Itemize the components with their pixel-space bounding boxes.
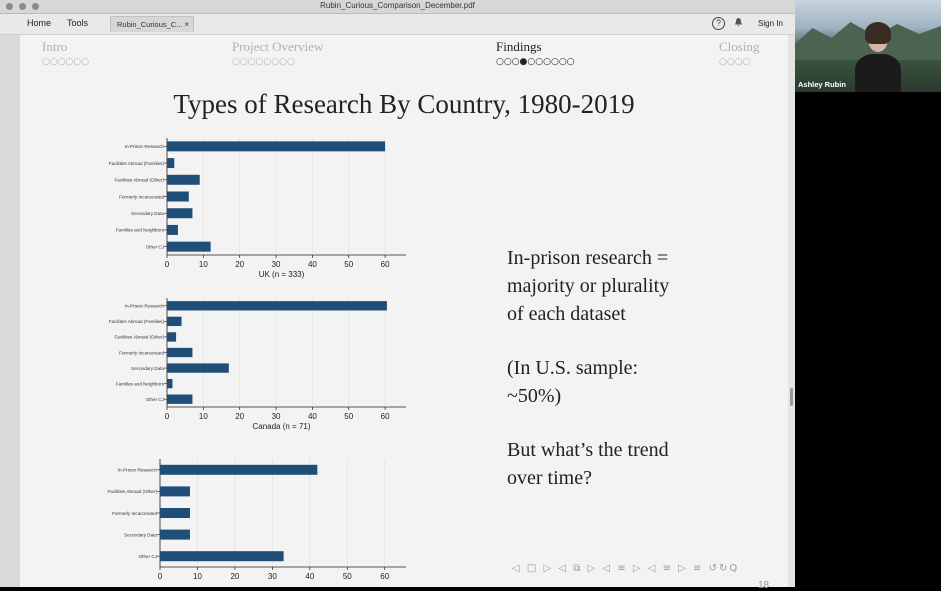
slide-title: Types of Research By Country, 1980-2019	[173, 89, 635, 119]
category-label: Formerly Incarcerated	[112, 510, 157, 516]
x-tick-label: 0	[157, 572, 163, 581]
x-tick-label: 20	[230, 572, 240, 581]
x-tick-label: 60	[380, 260, 390, 269]
black-sidebar	[795, 92, 941, 587]
x-tick-label: 20	[235, 260, 245, 269]
category-label: In-Prison Research	[124, 303, 164, 309]
participant-hair	[865, 22, 891, 44]
left-panel	[0, 35, 20, 587]
bar	[167, 395, 192, 404]
category-label: In-Prison Research	[117, 467, 157, 473]
bar	[167, 363, 229, 372]
page-number: 18	[758, 580, 770, 591]
x-tick-label: 10	[198, 412, 208, 421]
bell-icon[interactable]	[733, 17, 744, 28]
category-label: Formerly Incarcerated	[119, 350, 164, 356]
category-label: Facilities Abroad (Other)	[114, 177, 164, 183]
x-tick-label: 60	[380, 572, 390, 581]
bar	[160, 530, 190, 540]
point-two	[507, 354, 638, 410]
bar	[167, 225, 178, 235]
x-tick-label: 20	[235, 412, 245, 421]
point-three-line-2: over time?	[507, 467, 592, 489]
category-label: Formerly Incarcerated	[119, 194, 164, 200]
help-icon[interactable]: ?	[712, 17, 725, 30]
category-label: Facilities Abroad (Other)	[107, 489, 157, 495]
nav-section-dots-2[interactable]: ○○○●○○○○○○	[496, 57, 575, 67]
x-tick-label: 40	[305, 572, 315, 581]
x-tick-label: 0	[164, 412, 170, 421]
sign-in-link[interactable]: Sign In	[758, 19, 783, 28]
x-tick-label: 60	[380, 412, 390, 421]
video-tile	[795, 0, 941, 92]
title-bar	[0, 0, 795, 14]
x-tick-label: 40	[307, 412, 317, 421]
category-label: Secondary Data	[131, 211, 164, 217]
bar	[160, 465, 317, 475]
document-tab[interactable]	[110, 16, 194, 32]
x-tick-label: 50	[344, 260, 354, 269]
category-label: Families and Neighbors	[115, 227, 164, 233]
bar	[167, 379, 172, 388]
point-three-line-1: But what’s the trend	[507, 439, 669, 461]
bar-charts	[20, 35, 440, 581]
category-label: In-Prison Research	[124, 144, 164, 150]
x-tick-label: 30	[271, 260, 281, 269]
tools-link[interactable]: Tools	[67, 18, 89, 28]
x-tick-label: 10	[198, 260, 208, 269]
x-tick-label: 30	[271, 412, 281, 421]
bar	[167, 332, 176, 341]
participant-name: Ashley Rubin	[798, 80, 846, 89]
point-two-line-2: ~50%)	[507, 385, 562, 407]
x-tick-label: 0	[164, 260, 170, 269]
point-three	[507, 436, 669, 492]
point-two-line-1: (In U.S. sample:	[507, 357, 639, 379]
document-tab-label: Rubin_Curious_C...	[117, 20, 183, 29]
nav-section-dots-0[interactable]: ○○○○○○	[42, 57, 90, 67]
nav-section-2[interactable]: Findings	[496, 39, 542, 54]
vertical-scrollbar[interactable]	[788, 35, 795, 587]
category-label: Secondary Data	[131, 365, 164, 371]
close-tab-icon[interactable]: ×	[184, 20, 189, 29]
x-axis-label: UK (n = 333)	[258, 270, 305, 279]
window-title: Rubin_Curious_Comparison_December.pdf	[320, 1, 475, 10]
bar	[167, 208, 192, 218]
x-tick-label: 40	[307, 260, 317, 269]
participant-video	[855, 22, 901, 92]
x-axis-label: Canada (n = 71)	[252, 422, 311, 431]
bar	[167, 301, 387, 310]
nav-section-0[interactable]: Intro	[42, 39, 68, 54]
toolbar	[0, 14, 795, 35]
x-tick-label: 50	[342, 572, 352, 581]
beamer-navigation-controls[interactable]: ◁ □ ▷ ◁ ⧉ ▷ ◁ ≡ ▷ ◁ ≡ ▷ ≡ ↺↻Q	[512, 563, 740, 574]
scrollbar-thumb[interactable]	[790, 388, 793, 406]
bar	[167, 348, 192, 357]
category-label: Other CJ	[145, 397, 164, 403]
participant-torso	[855, 54, 901, 94]
x-tick-label: 10	[193, 572, 202, 581]
nav-section-dots-1[interactable]: ○○○○○○○○	[232, 57, 295, 67]
bar	[160, 486, 190, 496]
nav-section-1[interactable]: Project Overview	[232, 39, 324, 54]
slide-page	[20, 35, 788, 591]
category-label: Facilities Abroad (Families)	[108, 319, 164, 325]
point-one-line-1: In-prison research =	[507, 247, 669, 269]
category-label: Other CJ	[138, 554, 157, 559]
nav-section-3[interactable]: Closing	[719, 39, 760, 54]
category-label: Other CJ	[145, 244, 164, 250]
x-tick-label: 50	[344, 412, 354, 421]
x-tick-label: 30	[267, 572, 277, 581]
category-label: Facilities Abroad (Families)	[108, 160, 164, 166]
point-one-line-3: of each dataset	[507, 303, 626, 325]
category-label: Families and Neighbors	[115, 381, 164, 387]
category-label: Secondary Data	[124, 532, 157, 538]
bar	[160, 508, 190, 518]
bar	[167, 242, 211, 252]
bar	[167, 192, 189, 202]
bar	[167, 158, 174, 168]
point-one-line-2: majority or plurality	[507, 275, 670, 297]
category-label: Facilities Abroad (Other)	[114, 334, 164, 340]
bar	[160, 551, 284, 561]
nav-section-dots-3[interactable]: ○○○○	[719, 57, 751, 67]
bar	[167, 317, 182, 326]
point-one	[507, 244, 669, 328]
bar	[167, 141, 385, 151]
home-link[interactable]: Home	[27, 18, 52, 28]
bar	[167, 175, 200, 185]
